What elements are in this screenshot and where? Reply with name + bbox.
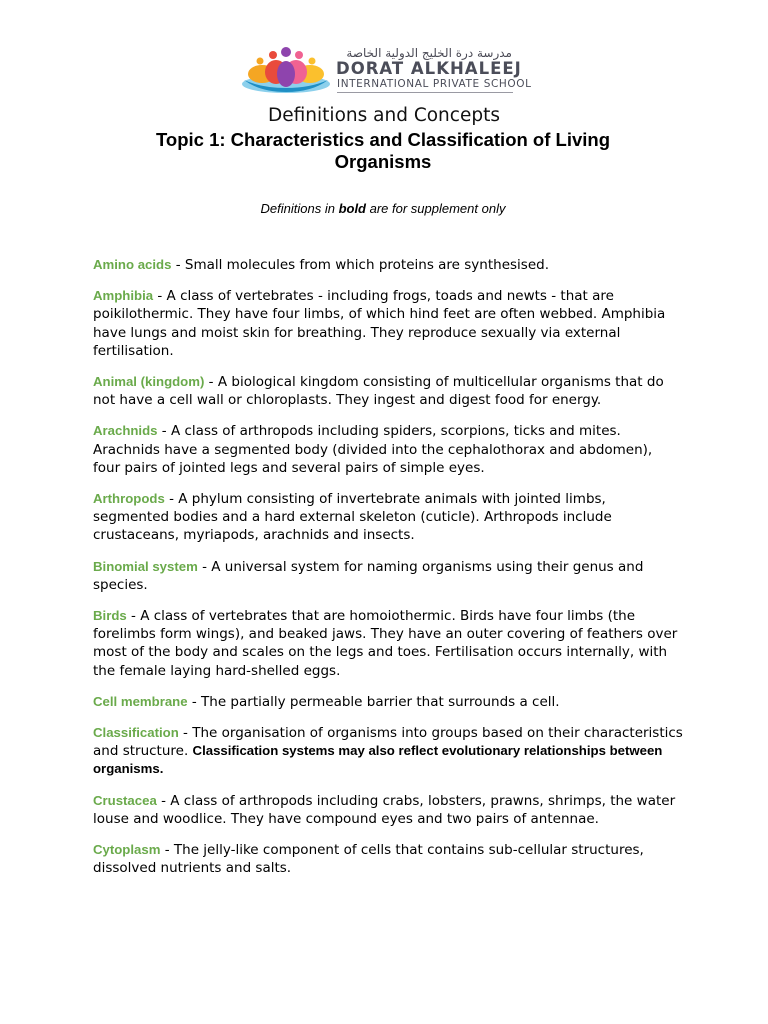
definition-term: Birds [93,608,127,624]
definition-text: A universal system for naming organisms using their genus and species. [93,558,644,593]
definition-text: A class of vertebrates that are homoiothermic. Birds have four limbs (the forelimbs form wings), and beaked jaws. They have an outer covering of feathers over most of the body and scales on the legs and toes. Fertilisation occurs internally, with the female laying hard-shelled eggs. [93,608,678,679]
definition-item [93,287,683,360]
note-bold-word: bold [338,201,366,216]
definition-text: A class of vertebrates - including frogs, toads and newts - that are poikilothermic. They have four limbs, of which hind feet are often webbed. Amphibia have lungs and moist skin for breathing. They reproduce sexually via external fertilisation. [93,288,666,359]
definition-text: Small molecules from which proteins are synthesised. [184,257,549,273]
definition-separator: - [126,608,141,625]
logo-fine-print-decoration [337,91,513,94]
definition-separator: - [187,693,202,710]
definition-separator: - [171,257,185,273]
school-name: DORAT ALKHALEEJ [336,59,522,78]
definition-separator: - [157,423,171,440]
definition-separator: - [178,725,193,742]
definition-term: Cell membrane [93,693,188,709]
definition-item [93,792,683,828]
definition-item [93,490,683,545]
definition-separator: - [197,558,212,575]
definition-separator: - [156,792,171,809]
definition-separator: - [153,288,167,305]
definition-term: Crustacea [93,792,157,808]
definition-text: The organisation of organisms into groups based on their characteristics and structure. [93,725,683,760]
definition-text: A class of arthropods including crabs, lobsters, prawns, shrimps, the water louse and woodlice. They have compound eyes and two pairs of antennae. [93,792,676,827]
definition-item [93,841,683,877]
definition-term: Arthropods [93,491,165,507]
school-subtitle: INTERNATIONAL PRIVATE SCHOOL [337,78,532,90]
definition-term: Cytoplasm [93,842,161,858]
topic-title: Topic 1: Characteristics and Classification of Living Organisms [155,129,611,172]
definition-text: A phylum consisting of invertebrate animals with jointed limbs, segmented bodies and a hard external skeleton (cuticle). Arthropods include crustaceans, myriapods, arachnids and insects. [93,491,612,544]
definition-term: Amino acids [93,257,172,272]
definition-term: Animal (kingdom) [93,374,205,390]
definition-item [93,256,683,274]
supplement-note [0,201,766,217]
definition-text: A biological kingdom consisting of multicellular organisms that do not have a cell wall or chloroplasts. They ingest and digest food for energy. [93,374,664,409]
definition-term: Classification [93,725,179,741]
definition-item [93,558,683,594]
definition-item [93,693,683,711]
definition-term: Arachnids [93,423,158,439]
definition-separator: - [204,374,218,391]
definition-item [93,607,683,680]
definition-term: Amphibia [93,288,154,304]
document-title: Definitions and Concepts [268,105,500,126]
note-suffix: are for supplement only [366,201,506,216]
definition-separator: - [160,842,174,859]
school-name-arabic: مدرسة درة الخليج الدولية الخاصة [346,46,512,60]
definitions-list [93,256,683,890]
note-prefix: Definitions in [260,201,339,216]
definition-text: The jelly-like component of cells that contains sub-cellular structures, dissolved nutrients and salts. [93,842,644,877]
definition-separator: - [164,491,179,508]
definition-item [93,373,683,409]
definition-text: The partially permeable barrier that surrounds a cell. [201,693,560,710]
school-emblem-icon [240,44,332,96]
definition-term: Binomial system [93,558,198,574]
supplement-text: Classification systems may also reflect evolutionary relationships between organisms. [93,743,663,777]
school-logo [240,44,532,96]
definition-item [93,724,683,779]
definition-item [93,422,683,477]
definition-text: A class of arthropods including spiders, scorpions, ticks and mites. Arachnids have a segmented body (divided into the cephalothorax and abdomen), four pairs of jointed legs and several pairs of simple eyes. [93,423,653,476]
